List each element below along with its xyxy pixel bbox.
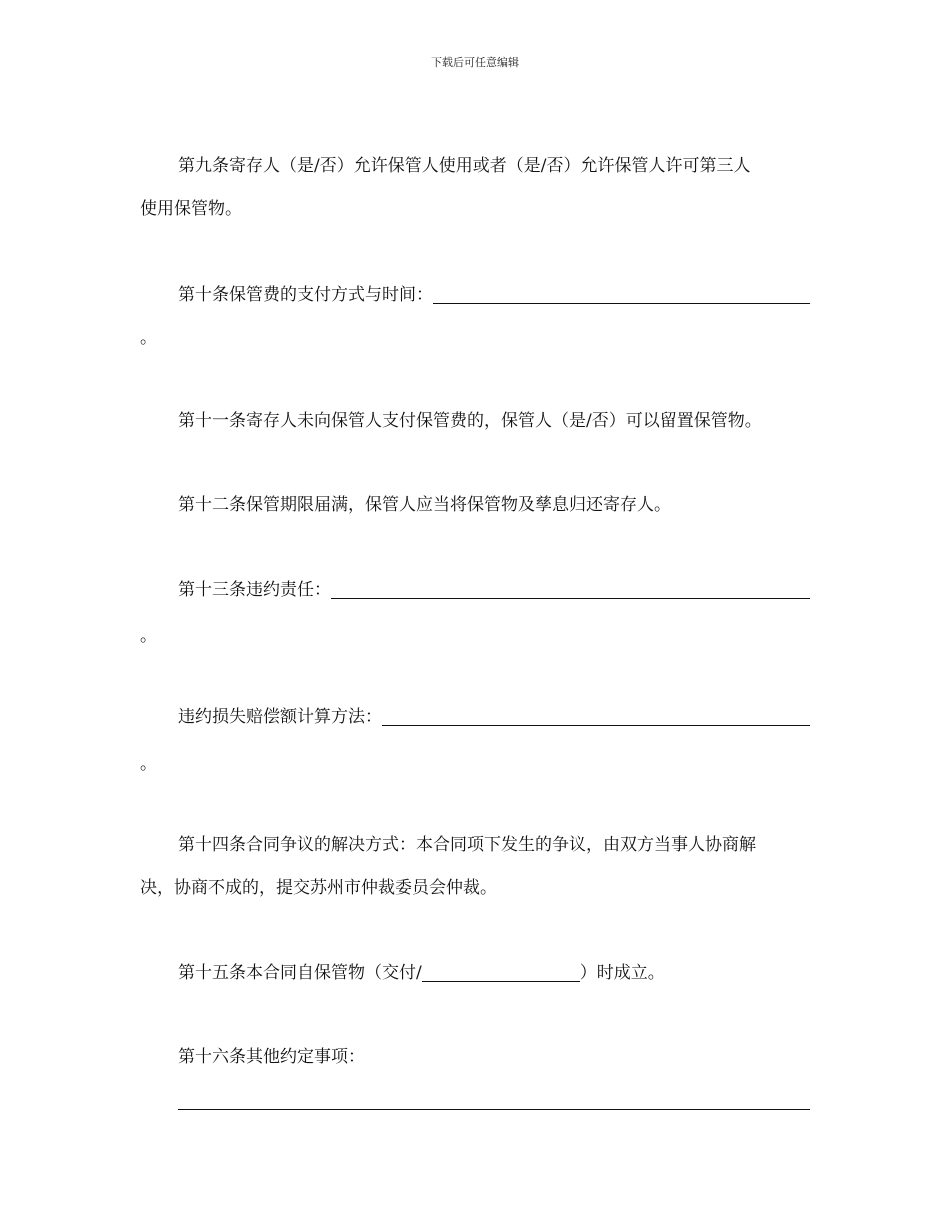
article-15-after: ）时成立。 [579, 963, 665, 983]
article-10-blank [433, 303, 810, 304]
article-16-label: 第十六条其他约定事项： [178, 1047, 365, 1067]
article-9-line-2 [140, 197, 810, 221]
article-10-end: 。 [140, 328, 157, 348]
article-15-before: 第十五条本合同自保管物（交付/ [178, 963, 422, 983]
article-9-line-1 [140, 154, 810, 178]
article-12-text: 第十二条保管期限届满，保管人应当将保管物及孳息归还寄存人。 [178, 495, 671, 515]
damages-label: 违约损失赔偿额计算方法： [178, 707, 382, 727]
article-12-line [140, 493, 810, 517]
article-10-label: 第十条保管费的支付方式与时间： [178, 285, 433, 305]
article-15-line [140, 961, 810, 985]
article-14-line-2 [140, 876, 810, 900]
article-13-label: 第十三条违约责任： [178, 580, 331, 600]
article-13-blank [331, 598, 810, 599]
article-16-blank [178, 1109, 810, 1110]
article-14-text-2: 决，协商不成的，提交苏州市仲裁委员会仲裁。 [140, 878, 497, 898]
article-9-text-2: 使用保管物。 [140, 199, 242, 219]
article-11-text: 第十一条寄存人未向保管人支付保管费的，保管人（是/否）可以留置保管物。 [178, 411, 762, 431]
article-11-line [140, 409, 810, 433]
damages-line [140, 705, 810, 729]
damages-end: 。 [140, 754, 157, 774]
article-16-line [140, 1045, 810, 1069]
article-15-blank [422, 981, 580, 982]
article-13-line [140, 578, 810, 602]
article-13-end: 。 [140, 626, 157, 646]
damages-blank [382, 725, 810, 726]
page-header: 下载后可任意编辑 [431, 56, 519, 69]
article-14-text-1: 第十四条合同争议的解决方式：本合同项下发生的争议，由双方当事人协商解 [178, 835, 756, 855]
article-10-line [140, 283, 810, 307]
article-14-line-1 [140, 833, 810, 857]
article-9-text-1: 第九条寄存人（是/否）允许保管人使用或者（是/否）允许保管人许可第三人 [178, 156, 751, 176]
